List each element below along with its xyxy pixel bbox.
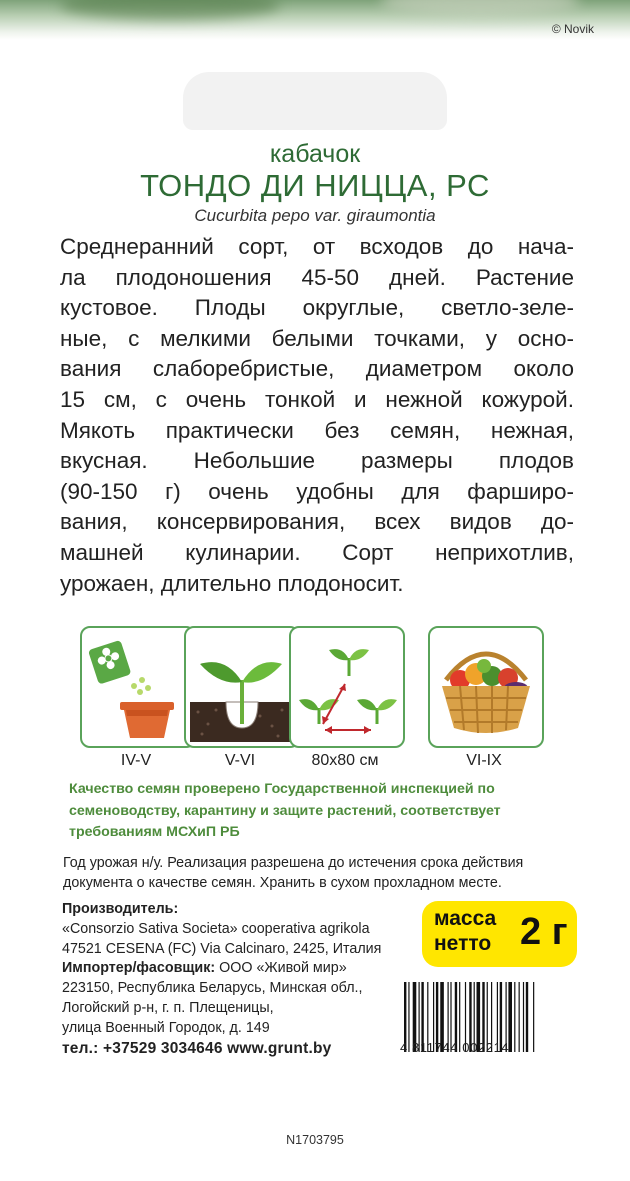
storage-line: Год урожая н/у. Реализация разрешена до истечения срока действия xyxy=(63,855,524,871)
sowing-time-card xyxy=(80,626,196,748)
importer-line xyxy=(62,959,422,979)
description-line: Мякоть практически без семян, нежная, xyxy=(60,417,574,443)
quality-line: семеноводству, карантину и защите растений, соответствует xyxy=(69,802,501,819)
seedling-soil-icon xyxy=(186,628,298,746)
description xyxy=(60,232,574,599)
barcode-digits: 4 811744 002214 xyxy=(400,1040,510,1055)
producer-address: 47521 CESENA (FC) Via Calcinaro, 2425, Италия xyxy=(62,940,382,957)
producer-name: «Consorzio Sativa Societa» cooperativa agrikola xyxy=(62,920,370,937)
description-line: машней кулинарии. Сорт неприхотлив, xyxy=(60,539,574,565)
spacing-seedlings-icon xyxy=(291,628,403,746)
storage-line: документа о качестве семян. Хранить в сухом прохладном месте. xyxy=(63,875,502,891)
weight-word-net: нетто xyxy=(434,932,492,955)
foliage-blur xyxy=(60,0,280,20)
seed-packet-pot-icon xyxy=(82,628,194,746)
foliage-blur-light xyxy=(380,0,580,16)
description-line: кустовое. Плоды округлые, светло-зеле- xyxy=(60,295,574,321)
producer-heading: Производитель: xyxy=(62,901,179,917)
planting-period-label: V-VI xyxy=(224,752,256,769)
weight-value: 2 г xyxy=(520,911,568,953)
description-line: вания, консервирования, всех видов до- xyxy=(60,509,574,535)
quality-line: Качество семян проверено Государственной инспекцией по xyxy=(69,781,495,797)
producer-block xyxy=(62,900,422,1058)
copyright-text: © Novik xyxy=(551,22,594,36)
importer-heading: Импортер/фасовщик: xyxy=(62,960,216,977)
spacing-label: 80x80 см xyxy=(311,752,379,769)
importer-name: ООО «Живой мир» xyxy=(215,960,347,977)
harvest-period-label: VI-IX xyxy=(466,752,502,769)
storage-info xyxy=(63,853,563,893)
sowing-period-label: IV-V xyxy=(120,752,152,769)
product-variety: ТОНДО ДИ НИЦЦА, РС xyxy=(140,168,490,203)
description-line: ла плодоношения 45-50 дней. Растение xyxy=(60,264,574,290)
harvest-basket-icon xyxy=(430,628,542,746)
quality-line: требованиям МСХиП РБ xyxy=(69,824,240,840)
description-line: 15 см, с очень тонкой и нежной кожурой. xyxy=(60,386,574,412)
net-weight-badge xyxy=(422,901,577,967)
importer-address: улица Военный Городок, д. 149 xyxy=(62,1019,270,1036)
top-photo-strip xyxy=(0,0,630,40)
latin-name: Cucurbita pepo var. giraumontia xyxy=(194,206,436,225)
importer-address: 223150, Республика Беларусь, Минская обл., xyxy=(62,980,363,997)
weight-word-mass: масса xyxy=(434,907,497,930)
harvest-time-card xyxy=(428,626,544,748)
product-kind: кабачок xyxy=(269,140,361,168)
description-line: (90-150 г) очень удобны для фарширо- xyxy=(60,478,574,504)
description-line: Среднеранний сорт, от всходов до нача- xyxy=(60,234,574,259)
spacing-card xyxy=(289,626,405,748)
description-line: урожаен, длительно плодоносит. xyxy=(60,570,404,596)
description-line: ные, с мелкими белыми точками, у осно- xyxy=(60,325,574,351)
title-label-shape xyxy=(183,72,447,130)
planting-time-card xyxy=(184,626,300,748)
importer-address: Логойский р-н, г. п. Плещеницы, xyxy=(62,999,274,1016)
description-line: вания слаборебристые, диаметром около xyxy=(60,356,574,382)
quality-certificate-text xyxy=(69,779,569,844)
description-line: вкусная. Небольшие размеры плодов xyxy=(60,448,574,474)
batch-number: N1703795 xyxy=(286,1133,344,1147)
contact-line: тел.: +37529 3034646 www.grunt.by xyxy=(62,1039,332,1057)
